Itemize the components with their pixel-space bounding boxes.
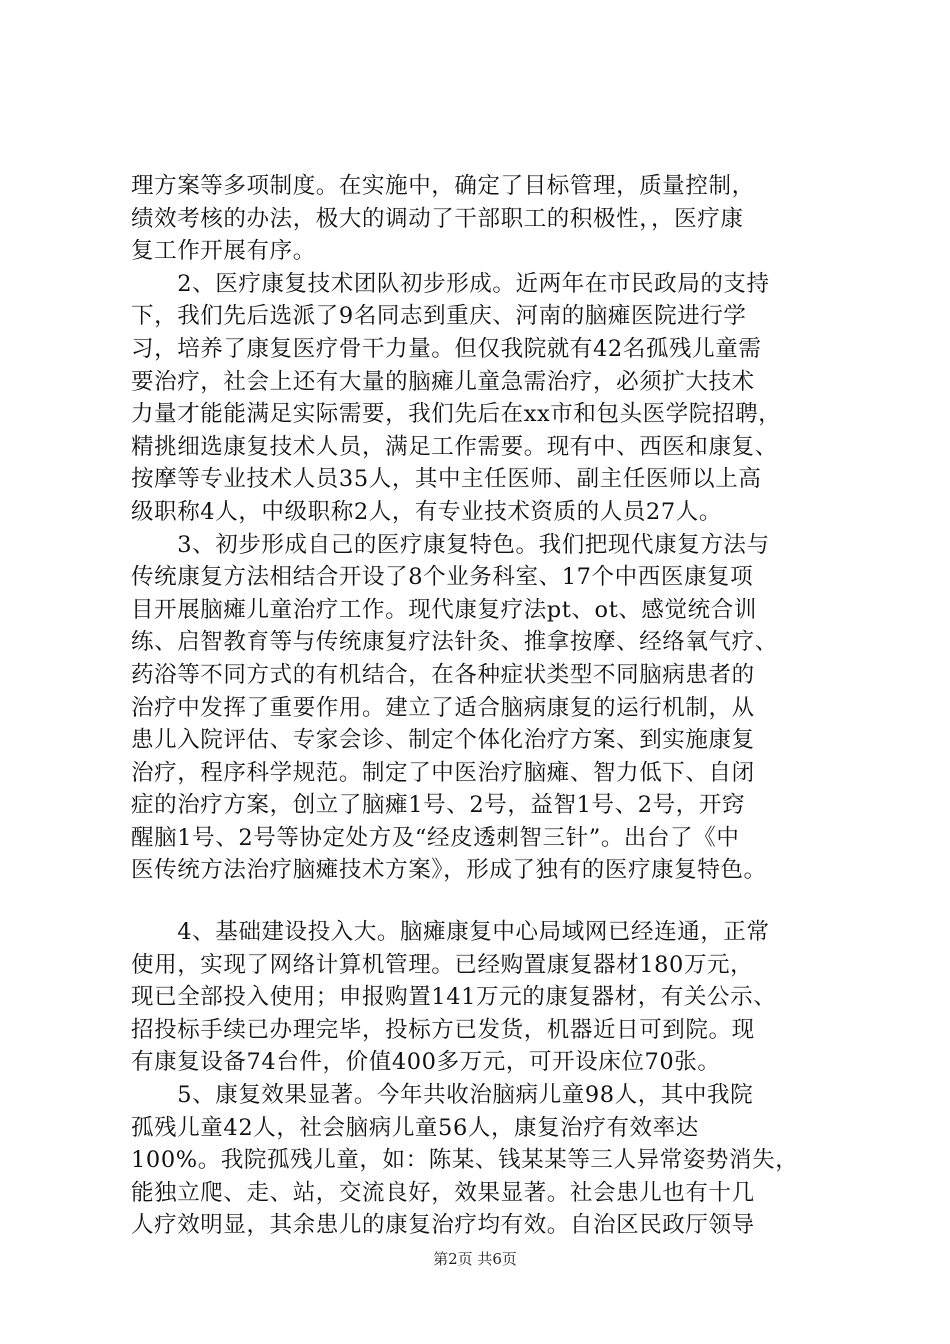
paragraph-gap	[131, 887, 851, 916]
text-line: 医传统方法治疗脑瘫技术方案》，形成了独有的医疗康复特色。	[131, 857, 767, 884]
text-line: 3、初步形成自己的医疗康复特色。我们把现代康复方法与	[131, 531, 770, 558]
text-line: 治疗，程序科学规范。制定了中医治疗脑瘫、智力低下、自闭	[131, 759, 755, 786]
paragraph-3	[131, 529, 851, 888]
text-line: 药浴等不同方式的有机结合，在各种症状类型不同脑病患者的	[131, 661, 755, 688]
text-line: 2、医疗康复技术团队初步形成。近两年在市民政局的支持	[131, 270, 770, 297]
text-line: 下，我们先后选派了9名同志到重庆、河南的脑瘫医院进行学	[131, 303, 747, 330]
text-line: 人疗效明显，其余患儿的康复治疗均有效。自治区民政厅领导	[131, 1212, 755, 1239]
paragraph-5	[131, 1079, 851, 1242]
text-line: 100%。我院孤残儿童，如：陈某、钱某某等三人异常姿势消失，	[131, 1147, 799, 1174]
text-line: 要治疗，社会上还有大量的脑瘫儿童急需治疗，必须扩大技术	[131, 368, 755, 395]
paragraph-1	[131, 170, 851, 268]
text-line: 绩效考核的办法，极大的调动了干部职工的积极性，，医疗康	[131, 205, 744, 232]
text-line: 能独立爬、走、站，交流良好，效果显著。社会患儿也有十几	[131, 1179, 755, 1206]
text-line: 级职称4人，中级职称2人，有专业技术资质的人员27人。	[131, 498, 722, 525]
page-number-label: 第2页 共6页	[433, 1250, 517, 1268]
text-line: 醒脑1号、2号等协定处方及“经皮透刺智三针”。出台了《中	[131, 824, 740, 851]
text-line: 招投标手续已办理完毕，投标方已发货，机器近日可到院。现	[131, 1016, 755, 1043]
text-line: 传统康复方法相结合开设了8个业务科室、17个中西医康复项	[131, 564, 754, 591]
text-line: 力量才能能满足实际需要，我们先后在xx市和包头医学院招聘，	[131, 401, 782, 428]
text-line: 5、康复效果显著。今年共收治脑病儿童98人，其中我院	[131, 1082, 754, 1109]
paragraph-4	[131, 916, 851, 1079]
text-line: 精挑细选康复技术人员，满足工作需要。现有中、西医和康复、	[131, 433, 778, 460]
text-line: 目开展脑瘫儿童治疗工作。现代康复疗法pt、ot、感觉统合训	[131, 596, 757, 623]
text-line: 理方案等多项制度。在实施中，确定了目标管理，质量控制，	[131, 173, 755, 199]
text-line: 复工作开展有序。	[131, 238, 316, 265]
text-line: 孤残儿童42人，社会脑病儿童56人，康复治疗有效率达	[131, 1114, 699, 1141]
text-line: 使用，实现了网络计算机管理。已经购置康复器材180万元，	[131, 951, 754, 978]
text-line: 患儿入院评估、专家会诊、制定个体化治疗方案、到实施康复	[131, 727, 755, 754]
text-line: 症的治疗方案，创立了脑瘫1号、2号，益智1号、2号，开窍	[131, 792, 746, 819]
text-line: 练、启智教育等与传统康复疗法针灸、推拿按摩、经络氧气疗、	[131, 629, 778, 656]
text-line: 有康复设备74台件，价值400多万元，可开设床位70张。	[131, 1049, 721, 1076]
document-body	[131, 170, 851, 1242]
text-line: 按摩等专业技术人员35人，其中主任医师、副主任医师以上高	[131, 466, 762, 493]
page-footer	[0, 1248, 950, 1269]
text-line: 现已全部投入使用；申报购置141万元的康复器材，有关公示、	[131, 984, 777, 1011]
paragraph-2	[131, 268, 851, 529]
text-line: 治疗中发挥了重要作用。建立了适合脑病康复的运行机制，从	[131, 694, 755, 721]
text-line: 习，培养了康复医疗骨干力量。但仅我院就有42名孤残儿童需	[131, 335, 762, 362]
text-line: 4、基础建设投入大。脑瘫康复中心局域网已经连通，正常	[131, 919, 770, 946]
